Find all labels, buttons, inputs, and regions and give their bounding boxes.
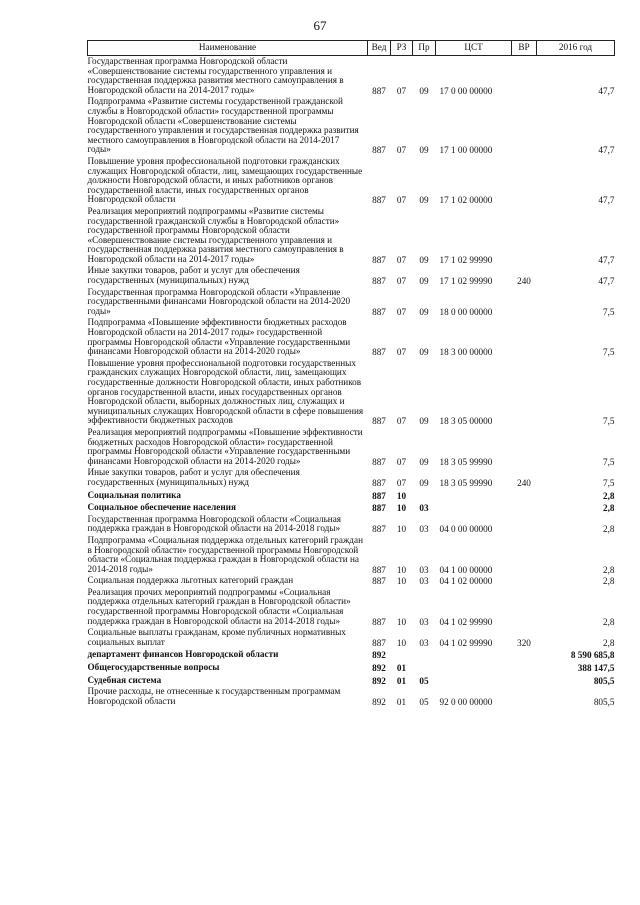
table-row xyxy=(88,156,615,206)
table-row xyxy=(88,56,615,97)
cell-sum: 7,5 xyxy=(603,347,615,358)
cell-cst: 18 3 05 00000 xyxy=(439,416,493,427)
cell-ved: 887 xyxy=(372,276,386,287)
cell-cst: 04 0 00 00000 xyxy=(439,524,493,535)
cell-ved: 887 xyxy=(372,477,386,488)
cell-cst: 17 0 00 00000 xyxy=(439,85,493,96)
cell-name: Реализация мероприятий подпрограммы «Повышение эффективности бюджетных расходов Новгородской области» государственной программы Новгородской области «Управление государственными финансами Новгородской области на 2014-2020 годы» xyxy=(87,426,363,466)
cell-rz: 07 xyxy=(396,347,407,358)
cell-sum: 7,5 xyxy=(603,456,615,467)
table-row xyxy=(88,358,615,427)
header-vr: ВР xyxy=(512,41,537,56)
cell-vr xyxy=(512,358,537,427)
cell-name: Государственная программа Новгородской области «Совершенствование системы государственного управления и государственная поддержка развития местного самоуправления в Новгородской области на 2014-2017 годы» xyxy=(87,56,344,95)
cell-vr xyxy=(512,56,537,97)
cell-rz: 10 xyxy=(396,616,407,627)
cell-rz: 01 xyxy=(396,696,407,707)
cell-cst xyxy=(436,489,512,502)
cell-ved: 887 xyxy=(372,616,386,627)
cell-name: Подпрограмма «Социальная поддержка отдельных категорий граждан в Новгородской области» государственной программы Новгородской области «Социальная поддержка граждан в Новгородской области на 2014-2018 годы» xyxy=(87,534,363,574)
table-row xyxy=(88,514,615,535)
cell-vr xyxy=(512,514,537,535)
cell-name: Реализация прочих мероприятий подпрограммы «Социальная поддержка отдельных категорий граждан в Новгородской области» государственной программы Новгородской области «Социальная поддержка граждан в Новгородской области на 2014-2018 годы» xyxy=(87,586,351,626)
cell-sum: 805,5 xyxy=(593,675,615,686)
budget-table xyxy=(87,40,615,707)
cell-cst: 17 1 02 00000 xyxy=(439,195,493,206)
cell-cst: 04 1 00 00000 xyxy=(439,564,493,575)
cell-pr: 09 xyxy=(419,195,429,206)
cell-vr xyxy=(512,489,537,502)
cell-vr xyxy=(512,206,537,266)
header-row xyxy=(88,41,615,56)
cell-name: Социальное обеспечение населения xyxy=(87,502,236,513)
page-number: 67 xyxy=(313,18,327,33)
cell-sum: 2,8 xyxy=(603,503,615,514)
table-row xyxy=(88,627,615,648)
cell-ved: 887 xyxy=(372,503,386,514)
header-name: Наименование xyxy=(88,41,368,56)
table-row xyxy=(88,265,615,286)
cell-pr: 09 xyxy=(419,477,429,488)
table-row xyxy=(88,686,615,707)
cell-pr: 03 xyxy=(419,616,429,627)
cell-pr: 05 xyxy=(419,696,429,707)
cell-name: Социальные выплаты гражданам, кроме публичных нормативных социальных выплат xyxy=(87,627,346,647)
cell-vr xyxy=(512,287,537,318)
cell-cst xyxy=(436,501,512,514)
cell-rz: 10 xyxy=(396,490,407,501)
cell-pr xyxy=(413,489,436,502)
cell-ved: 887 xyxy=(372,416,386,427)
header-pr: Пр xyxy=(413,41,436,56)
cell-pr: 09 xyxy=(419,254,429,265)
cell-sum: 2,8 xyxy=(603,564,615,575)
cell-ved: 887 xyxy=(372,195,386,206)
cell-sum: 8 590 685,8 xyxy=(570,650,615,661)
cell-name: Подпрограмма «Повышение эффективности бюджетных расходов Новгородской области на 2014-2017 годы» государственной программы Новгородской области «Управление государственными финансами Новгородской области на 2014-2020 годы» xyxy=(87,317,351,357)
cell-pr xyxy=(413,661,436,674)
cell-rz: 07 xyxy=(396,254,407,265)
cell-vr xyxy=(512,317,537,357)
cell-pr: 09 xyxy=(419,276,429,287)
cell-name: Подпрограмма «Развитие системы государственной гражданской службы в Новгородской области» государственной программы Новгородской области «Совершенствование системы государственного управления и государственная поддержка развития местного самоуправления в Новгородской области на 2014-2017 годы» xyxy=(87,96,359,155)
cell-name: Государственная программа Новгородской области «Управление государственными финансами Новгородской области на 2014-2020 годы» xyxy=(87,286,351,316)
cell-vr: 240 xyxy=(517,477,531,488)
cell-vr: 240 xyxy=(517,276,531,287)
table-row xyxy=(88,674,615,687)
cell-rz: 10 xyxy=(396,564,407,575)
cell-sum: 47,7 xyxy=(598,145,615,156)
header-cst: ЦСТ xyxy=(436,41,512,56)
table-header xyxy=(88,41,615,56)
cell-name: Повышение уровня профессиональной подготовки государственных гражданских служащих Новгородской области, лиц, замещающих государственные должности Новгородской области, иных работников органов государственной власти, иных государственных органов Новгородской области, выборных должностных лиц, служащих и муниципальных служащих Новгородской области в сфере повышения эффективности бюджетных расходов xyxy=(87,357,364,426)
cell-vr xyxy=(512,648,537,661)
cell-name: Повышение уровня профессиональной подготовки гражданских служащих Новгородской области, лиц, замещающих государственные должности Новгородской области, и иных работников органов государственной власти, иных государственных органов Новгородской области xyxy=(87,155,363,205)
cell-cst: 04 1 02 00000 xyxy=(439,576,493,587)
table-row xyxy=(88,587,615,627)
cell-name: Иные закупки товаров, работ и услуг для обеспечения государственных (муниципальных) нужд xyxy=(87,467,300,487)
cell-cst xyxy=(436,661,512,674)
cell-name: Прочие расходы, не отнесенные к государственным программам Новгородской области xyxy=(87,686,341,706)
cell-vr xyxy=(512,686,537,707)
cell-pr xyxy=(413,648,436,661)
cell-vr xyxy=(512,575,537,587)
cell-cst xyxy=(436,674,512,687)
cell-ved: 887 xyxy=(372,254,386,265)
cell-pr: 09 xyxy=(419,456,429,467)
cell-rz: 07 xyxy=(396,195,407,206)
table-row xyxy=(88,648,615,661)
header-rz: РЗ xyxy=(391,41,413,56)
cell-cst: 17 1 00 00000 xyxy=(439,145,493,156)
table-row xyxy=(88,206,615,266)
cell-ved: 887 xyxy=(372,347,386,358)
cell-name: Социальная поддержка льготных категорий граждан xyxy=(87,575,294,586)
cell-ved: 887 xyxy=(372,456,386,467)
cell-ved: 892 xyxy=(372,696,386,707)
header-ved: Вед xyxy=(368,41,391,56)
cell-ved: 892 xyxy=(372,663,386,674)
cell-pr: 09 xyxy=(419,416,429,427)
cell-sum: 805,5 xyxy=(593,696,615,707)
cell-rz: 07 xyxy=(396,477,407,488)
cell-rz: 07 xyxy=(396,306,407,317)
cell-rz: 01 xyxy=(396,675,407,686)
cell-name: Иные закупки товаров, работ и услуг для обеспечения государственных (муниципальных) нужд xyxy=(87,265,300,286)
cell-vr xyxy=(512,674,537,687)
cell-vr xyxy=(512,156,537,206)
table-row xyxy=(88,501,615,514)
cell-sum: 7,5 xyxy=(603,306,615,317)
cell-rz: 07 xyxy=(396,416,407,427)
cell-sum: 2,8 xyxy=(603,637,615,648)
table-row xyxy=(88,575,615,587)
cell-ved: 887 xyxy=(372,637,386,648)
cell-pr: 03 xyxy=(419,524,429,535)
cell-name: Государственная программа Новгородской области «Социальная поддержка граждан в Новгородской области на 2014-2018 годы» xyxy=(87,513,342,534)
cell-sum: 47,7 xyxy=(598,254,615,265)
cell-sum: 2,8 xyxy=(603,576,615,587)
cell-name: департамент финансов Новгородской области xyxy=(87,649,279,660)
table-row xyxy=(88,661,615,674)
cell-rz: 01 xyxy=(396,663,407,674)
cell-rz: 07 xyxy=(396,145,407,156)
table-row xyxy=(88,489,615,502)
cell-cst: 18 3 00 00000 xyxy=(439,347,493,358)
cell-pr: 09 xyxy=(419,347,429,358)
cell-pr: 03 xyxy=(419,576,429,587)
cell-rz: 10 xyxy=(396,524,407,535)
cell-rz: 10 xyxy=(396,576,407,587)
cell-cst: 18 3 05 99990 xyxy=(439,477,493,488)
cell-sum: 7,5 xyxy=(603,477,615,488)
cell-pr: 03 xyxy=(419,637,429,648)
cell-sum: 2,8 xyxy=(603,490,615,501)
table-body xyxy=(88,56,615,708)
cell-rz: 10 xyxy=(396,503,407,514)
cell-ved: 887 xyxy=(372,564,386,575)
cell-name: Судебная система xyxy=(87,674,162,685)
cell-vr xyxy=(512,501,537,514)
cell-ved: 887 xyxy=(372,145,386,156)
cell-rz xyxy=(391,648,413,661)
cell-ved: 887 xyxy=(372,85,386,96)
cell-vr xyxy=(512,427,537,467)
cell-pr: 09 xyxy=(419,306,429,317)
cell-vr xyxy=(512,661,537,674)
cell-ved: 892 xyxy=(372,650,386,661)
cell-name: Общегосударственные вопросы xyxy=(87,662,220,673)
cell-pr: 09 xyxy=(419,145,429,156)
header-year: 2016 год xyxy=(537,41,615,56)
cell-sum: 388 147,5 xyxy=(577,663,615,674)
table-row xyxy=(88,96,615,156)
cell-pr: 05 xyxy=(419,675,429,686)
cell-cst: 04 1 02 99990 xyxy=(439,616,493,627)
cell-name: Социальная политика xyxy=(87,489,181,500)
cell-sum: 2,8 xyxy=(603,524,615,535)
table-row xyxy=(88,535,615,575)
cell-name: Реализация мероприятий подпрограммы «Развитие системы государственной гражданской службы в Новгородской области» государственной программы Новгородской области «Совершенствование системы государственного управления и государственная поддержка развития местного самоуправления в Новгородской области на 2014-2017 годы» xyxy=(87,205,344,264)
table-row xyxy=(88,287,615,318)
cell-pr: 03 xyxy=(419,503,429,514)
cell-ved: 892 xyxy=(372,675,386,686)
cell-sum: 47,7 xyxy=(598,195,615,206)
table-row xyxy=(88,467,615,488)
cell-vr: 320 xyxy=(517,637,531,648)
cell-cst: 04 1 02 99990 xyxy=(439,637,493,648)
table-row xyxy=(88,427,615,467)
cell-cst: 17 1 02 99990 xyxy=(439,254,493,265)
cell-cst: 17 1 02 99990 xyxy=(439,276,493,287)
cell-pr: 09 xyxy=(419,85,429,96)
cell-rz: 07 xyxy=(396,85,407,96)
cell-cst: 18 3 05 99990 xyxy=(439,456,493,467)
cell-sum: 47,7 xyxy=(598,85,615,96)
cell-cst: 18 0 00 00000 xyxy=(439,306,493,317)
cell-sum: 2,8 xyxy=(603,616,615,627)
cell-vr xyxy=(512,96,537,156)
cell-rz: 10 xyxy=(396,637,407,648)
table-row xyxy=(88,317,615,357)
cell-cst: 92 0 00 00000 xyxy=(439,696,493,707)
cell-vr xyxy=(512,587,537,627)
cell-ved: 887 xyxy=(372,306,386,317)
cell-ved: 887 xyxy=(372,576,386,587)
cell-ved: 887 xyxy=(372,524,386,535)
cell-sum: 7,5 xyxy=(603,416,615,427)
cell-vr xyxy=(512,535,537,575)
cell-ved: 887 xyxy=(372,490,386,501)
cell-cst xyxy=(436,648,512,661)
cell-rz: 07 xyxy=(396,276,407,287)
cell-rz: 07 xyxy=(396,456,407,467)
cell-sum: 47,7 xyxy=(598,276,615,287)
cell-pr: 03 xyxy=(419,564,429,575)
